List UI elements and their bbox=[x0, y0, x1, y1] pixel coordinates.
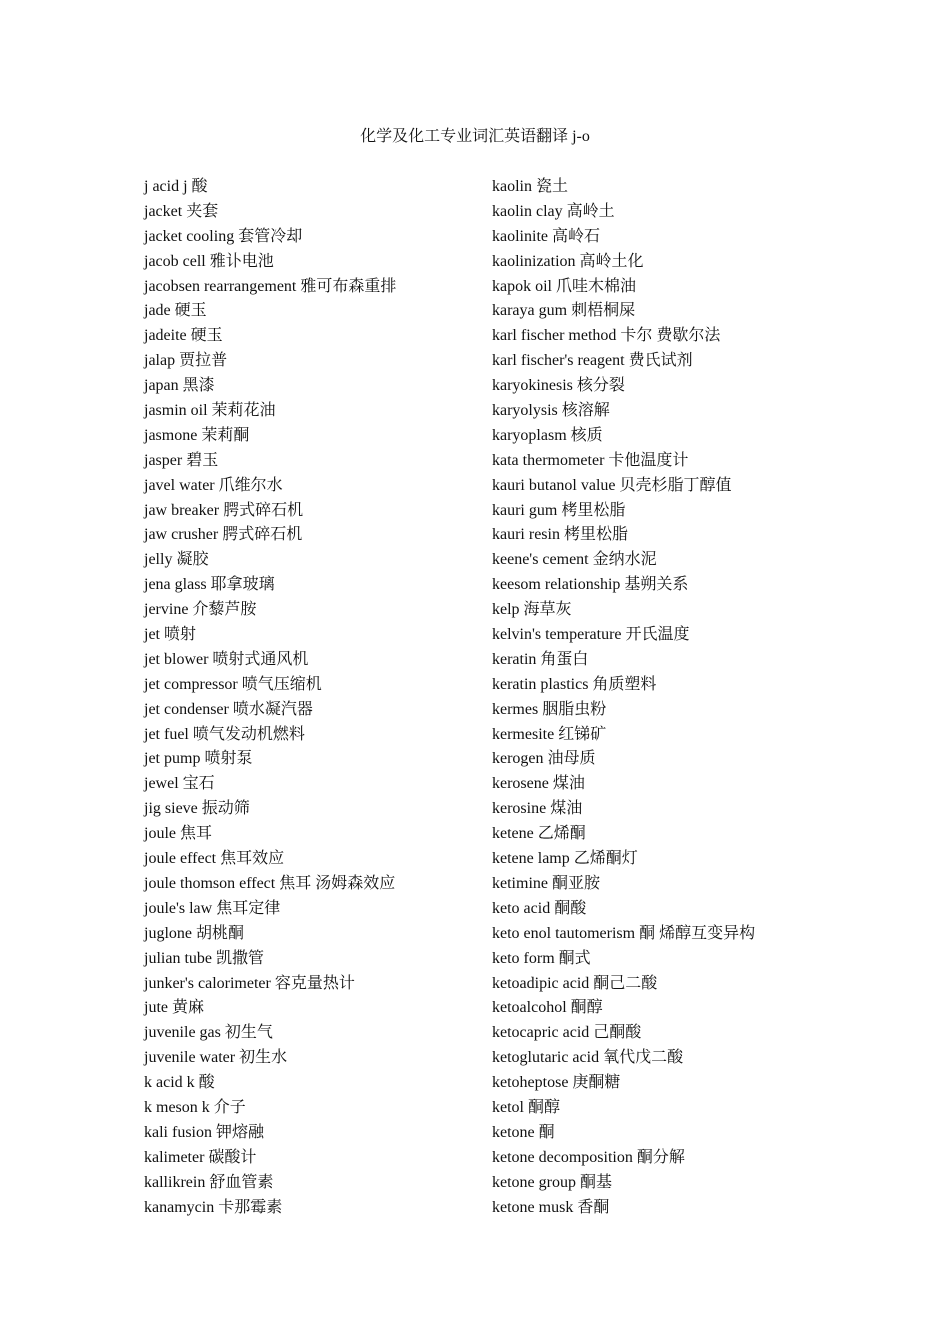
glossary-entry: kata thermometer 卡他温度计 bbox=[492, 451, 689, 469]
glossary-entry: jet compressor 喷气压缩机 bbox=[144, 675, 322, 693]
glossary-entry: ketoglutaric acid 氧代戊二酸 bbox=[492, 1049, 684, 1067]
glossary-entry: karl fischer's reagent 费氏试剂 bbox=[492, 352, 693, 370]
glossary-entry: ketol 酮醇 bbox=[492, 1098, 560, 1116]
glossary-entry: ketone musk 香酮 bbox=[492, 1198, 610, 1216]
glossary-entry: kauri resin 栲里松脂 bbox=[492, 526, 628, 544]
glossary-entry: karyokinesis 核分裂 bbox=[492, 377, 625, 395]
glossary-entry: jalap 贾拉普 bbox=[144, 352, 228, 370]
glossary-entry: keratin plastics 角质塑料 bbox=[492, 675, 657, 693]
glossary-entry: keto form 酮式 bbox=[492, 949, 591, 967]
glossary-entry: jasper 碧玉 bbox=[144, 451, 219, 469]
glossary-entry: keto enol tautomerism 酮 烯醇互变异构 bbox=[492, 924, 756, 942]
glossary-entry: ketone decomposition 酮分解 bbox=[492, 1148, 685, 1166]
glossary-entry: jaw crusher 腭式碎石机 bbox=[144, 526, 303, 544]
glossary-entry: jacket 夹套 bbox=[144, 202, 219, 220]
glossary-entry: jasmone 茉莉酮 bbox=[144, 426, 250, 444]
glossary-entry: ketone group 酮基 bbox=[492, 1173, 612, 1191]
glossary-entry: jewel 宝石 bbox=[144, 775, 215, 793]
glossary-entry: juvenile gas 初生气 bbox=[144, 1024, 273, 1042]
glossary-entry: k acid k 酸 bbox=[144, 1074, 215, 1092]
glossary-entry: keratin 角蛋白 bbox=[492, 650, 589, 668]
glossary-entry: juvenile water 初生水 bbox=[144, 1049, 288, 1067]
glossary-entry: ketoadipic acid 酮己二酸 bbox=[492, 974, 658, 992]
glossary-entry: jadeite 硬玉 bbox=[144, 327, 223, 345]
glossary-entry: kauri gum 栲里松脂 bbox=[492, 501, 626, 519]
glossary-entry: jacobsen rearrangement 雅可布森重排 bbox=[144, 277, 397, 295]
glossary-entry: kelp 海草灰 bbox=[492, 601, 572, 619]
glossary-entry: kerosene 煤油 bbox=[492, 775, 585, 793]
glossary-entry: jaw breaker 腭式碎石机 bbox=[144, 501, 304, 519]
glossary-entry: jacket cooling 套管冷却 bbox=[144, 227, 303, 245]
glossary-left-column bbox=[144, 175, 464, 1220]
glossary-entry: keesom relationship 基朔关系 bbox=[492, 576, 689, 594]
glossary-entry: kaolinite 高岭石 bbox=[492, 227, 600, 245]
glossary-entry: keene's cement 金纳水泥 bbox=[492, 551, 657, 569]
glossary-entry: kelvin's temperature 开氏温度 bbox=[492, 626, 690, 644]
glossary-entry: karyoplasm 核质 bbox=[492, 426, 603, 444]
glossary-entry: ketene lamp 乙烯酮灯 bbox=[492, 850, 638, 868]
glossary-entry: jet fuel 喷气发动机燃料 bbox=[144, 725, 305, 743]
glossary-entry: kallikrein 舒血管素 bbox=[144, 1173, 274, 1191]
glossary-entry: kali fusion 钾熔融 bbox=[144, 1123, 264, 1141]
glossary-entry: ketocapric acid 己酮酸 bbox=[492, 1024, 642, 1042]
glossary-entry: jute 黄麻 bbox=[144, 999, 204, 1017]
document-title: 化学及化工专业词汇英语翻译 j-o bbox=[360, 128, 590, 145]
glossary-entry: jena glass 耶拿玻璃 bbox=[144, 576, 275, 594]
glossary-entry: kanamycin 卡那霉素 bbox=[144, 1198, 283, 1216]
glossary-right-column bbox=[492, 175, 822, 1220]
glossary-entry: kaolinization 高岭土化 bbox=[492, 252, 644, 270]
glossary-entry: jasmin oil 茉莉花油 bbox=[144, 402, 276, 420]
glossary-entry: kerogen 油母质 bbox=[492, 750, 596, 768]
glossary-entry: japan 黑漆 bbox=[144, 377, 215, 395]
glossary-entry: karaya gum 刺梧桐屎 bbox=[492, 302, 636, 320]
glossary-entry: juglone 胡桃酮 bbox=[144, 924, 244, 942]
glossary-entry: jet condenser 喷水凝汽器 bbox=[144, 700, 313, 718]
glossary-entry: jet blower 喷射式通风机 bbox=[144, 650, 309, 668]
glossary-entry: jervine 介藜芦胺 bbox=[144, 601, 257, 619]
glossary-entry: joule effect 焦耳效应 bbox=[144, 850, 285, 868]
glossary-entry: jet 喷射 bbox=[144, 626, 196, 644]
glossary-entry: ketoalcohol 酮醇 bbox=[492, 999, 603, 1017]
glossary-entry: julian tube 凯撒管 bbox=[144, 949, 264, 967]
glossary-entry: ketimine 酮亚胺 bbox=[492, 874, 600, 892]
glossary-entry: jelly 凝胶 bbox=[144, 551, 209, 569]
glossary-entry: jig sieve 振动筛 bbox=[144, 800, 250, 818]
glossary-entry: kerosine 煤油 bbox=[492, 800, 583, 818]
glossary-entry: junker's calorimeter 容克量热计 bbox=[144, 974, 355, 992]
glossary-entry: k meson k 介子 bbox=[144, 1098, 246, 1116]
glossary-entry: kermes 胭脂虫粉 bbox=[492, 700, 607, 718]
glossary-entry: jade 硬玉 bbox=[144, 302, 207, 320]
glossary-entry: kaolin 瓷土 bbox=[492, 178, 568, 195]
glossary-entry: kauri butanol value 贝壳杉脂丁醇值 bbox=[492, 476, 732, 494]
glossary-entry: kapok oil 爪哇木棉油 bbox=[492, 277, 636, 295]
glossary-entry: kaolin clay 高岭土 bbox=[492, 202, 615, 220]
glossary-entry: kermesite 红锑矿 bbox=[492, 725, 607, 743]
glossary-entry: joule 焦耳 bbox=[144, 825, 212, 843]
glossary-entry: kalimeter 碳酸计 bbox=[144, 1148, 257, 1166]
glossary-entry: jacob cell 雅讣电池 bbox=[144, 252, 274, 270]
glossary-entry: j acid j 酸 bbox=[144, 178, 208, 195]
glossary-entry: ketene 乙烯酮 bbox=[492, 825, 586, 843]
glossary-entry: karl fischer method 卡尔 费歇尔法 bbox=[492, 327, 721, 345]
glossary-entry: javel water 爪维尔水 bbox=[144, 476, 283, 494]
glossary-entry: jet pump 喷射泵 bbox=[144, 750, 253, 768]
glossary-entry: ketoheptose 庚酮糖 bbox=[492, 1074, 621, 1092]
glossary-entry: keto acid 酮酸 bbox=[492, 899, 587, 917]
glossary-entry: ketone 酮 bbox=[492, 1123, 555, 1141]
glossary-entry: joule thomson effect 焦耳 汤姆森效应 bbox=[144, 874, 396, 892]
glossary-entry: joule's law 焦耳定律 bbox=[144, 899, 281, 917]
glossary-entry: karyolysis 核溶解 bbox=[492, 402, 610, 420]
